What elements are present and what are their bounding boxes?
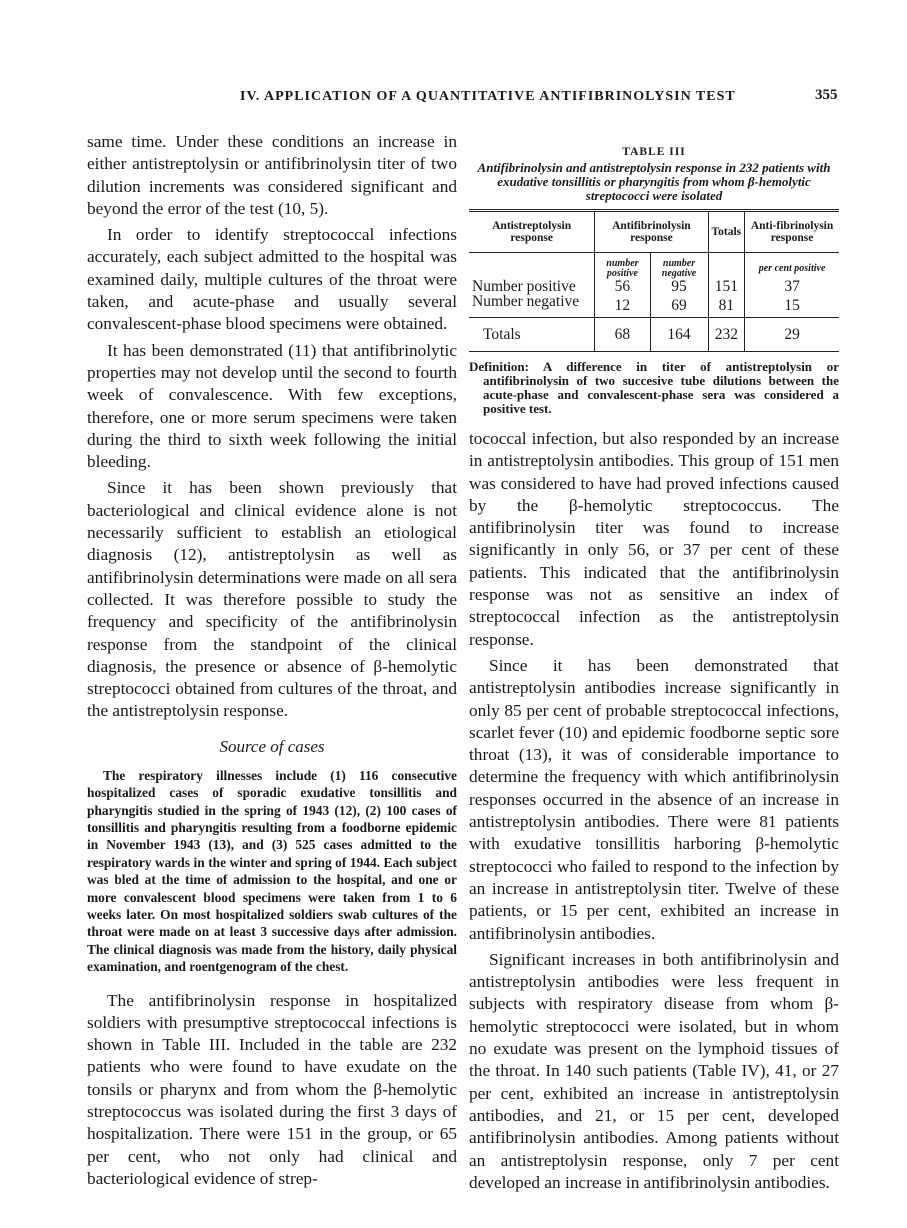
- cell: 15: [745, 294, 839, 318]
- table-iii: [469, 209, 839, 352]
- paragraph: In order to identify streptococcal infections accurately, each subject admitted to the hospital was examined daily, multiple cultures of the throat were taken, and acute-phase and usually several convalescent-phase blood specimens were obtained.: [87, 225, 457, 334]
- paragraph: Since it has been shown previously that bacteriological and clinical evidence alone is not necessarily sufficient to establish an etiological diagnosis (12), antistreptolysin as well as antifibrinolysin determinations were made on all sera collected. It was therefore possible to study the frequency and specificity of the antifibrinolysin response from the standpoint of the clinical diagnosis, the presence or absence of β-hemolytic streptococci obtained from cultures of the throat, and the antistreptolysin response.: [87, 478, 457, 721]
- table-footnote: Definition: A difference in titer of antistreptolysin or antifibrinolysin of two succesive tube dilutions between the acute-phase and convalescent-phase sera was considered a positive test.: [469, 359, 839, 416]
- column-header: Totals: [708, 211, 745, 253]
- totals-row: [469, 318, 839, 352]
- paragraph: It has been demonstrated (11) that antifibrinolytic properties may not develop until the second to fourth week of convalescence. With few exceptions, therefore, one or more serum specimens were taken during the third to sixth week following the initial bleeding.: [87, 340, 457, 472]
- cell: 164: [650, 318, 708, 352]
- table-caption: Antifibrinolysin and antistreptolysin response in 232 patients with exudative tonsillitis or pharyngitis from whom β-hemolytic streptococci were isolated: [477, 160, 831, 203]
- column-header: Anti-fibrinolysin response: [745, 211, 839, 253]
- cell: 81: [708, 294, 745, 318]
- running-title: IV. APPLICATION OF A QUANTITATIVE ANTIFIBRINOLYSIN TEST: [240, 89, 736, 104]
- paragraph: same time. Under these conditions an increase in either antistreptolysin or antifibrinolysin titer of two dilution increments was considered significant and beyond the error of the test (10, 5).: [87, 132, 457, 218]
- table-row: [469, 294, 839, 318]
- paragraph: Since it has been demonstrated that antistreptolysin antibodies increase significantly in only 85 per cent of probable streptococcal infections, scarlet fever (10) and epidemic foodborne septic sore throat (13), it was of considerable importance to determine the frequency with which antifibrinolysin responses occurred in the absence of an increase in antistreptolysin antibodies. There were 81 patients with exudative tonsillitis harboring β-hemolytic streptococci who failed to respond to the infection by an increase in antistreptolysin titer. Twelve of these patients, or 15 per cent, exhibited an increase in antifibrinolysin antibodies.: [469, 655, 839, 943]
- cell: 232: [708, 318, 745, 352]
- table-row: [469, 279, 839, 294]
- paragraph: The antifibrinolysin response in hospitalized soldiers with presumptive streptococcal infections is shown in Table III. Included in the table are 232 patients who were found to have exudate on the tonsils or pharynx and from whom the β-hemolytic streptococcus was isolated during the first 3 days of hospitalization. There were 151 in the group, or 65 per cent, who not only had clinical and bacteriological evidence of strep-: [87, 990, 457, 1188]
- small-print-paragraph: The respiratory illnesses include (1) 116 consecutive hospitalized cases of sporadic exudative tonsillitis and pharyngitis studied in the spring of 1943 (12), (2) 100 cases of tonsillitis and pharyngitis resulting from a foodborne epidemic in November 1943 (13), and (3) 525 cases admitted to the respiratory wards in the winter and spring of 1944. Each subject was bled at the time of admission to the hospital, and one or more convalescent blood specimens were taken from 1 to 6 weeks later. On most hospitalized soldiers swab cultures of the throat were made on at least 3 successive days after admission. The clinical diagnosis was made from the history, daily physical examination, and roentgenogram of the chest.: [87, 767, 457, 975]
- left-column: [87, 131, 457, 1194]
- column-header: Antistreptolysin response: [469, 211, 595, 253]
- subheader: per cent positive: [745, 253, 839, 280]
- row-label: Number positive: [472, 278, 576, 295]
- section-heading: Source of cases: [219, 736, 325, 756]
- cell: 12: [595, 294, 650, 318]
- subheader: number positive: [595, 253, 650, 280]
- cell: 151: [708, 279, 745, 294]
- subheader: number negative: [650, 253, 708, 280]
- right-column: [469, 146, 839, 1198]
- paragraph: Significant increases in both antifibrinolysin and antistreptolysin antibodies were less frequent in subjects with respiratory disease from whom β-hemolytic streptococci were isolated, but in whom no exudate was present on the lymphoid tissues of the throat. In 140 such patients (Table IV), 41, or 27 per cent, exhibited an increase in antistreptolysin antibodies, and 21, or 15 per cent, developed antifibrinolysin antibodies. Among patients without an antistreptolysin response, only 7 per cent developed an increase in antifibrinolysin antibodies.: [469, 949, 839, 1192]
- row-label: Totals: [469, 318, 595, 352]
- cell: 29: [745, 318, 839, 352]
- column-header: Antifibrinolysin response: [595, 211, 708, 253]
- table-label: TABLE III: [622, 146, 686, 158]
- cell: 68: [595, 318, 650, 352]
- cell: 56: [595, 279, 650, 294]
- paragraph: tococcal infection, but also responded by an increase in antistreptolysin antibodies. This group of 151 men was considered to have had proved infections caused by the β-hemolytic streptococcus. The antifibrinolysin titer was found to increase significantly in only 56, or 37 per cent of these patients. This indicated that the antifibrinolysin response was not as sensitive an index of streptococcal infection as the antistreptolysin response.: [469, 429, 839, 649]
- row-label: Number negative: [472, 293, 580, 310]
- cell: 37: [745, 279, 839, 294]
- cell: 95: [650, 279, 708, 294]
- cell: 69: [650, 294, 708, 318]
- page-number: 355: [815, 87, 838, 103]
